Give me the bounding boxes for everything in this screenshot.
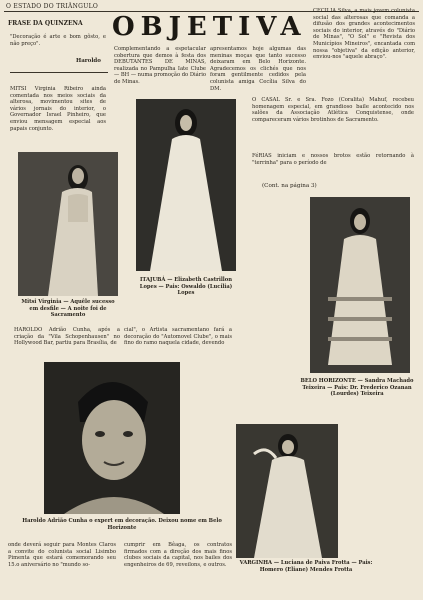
photo-itajuba	[136, 99, 236, 271]
mitsi-text: MITSI Virginia Ribeiro ainda comentada nos meios sociais da alterosa, movimentou sites de vários jornais do interior, o Governador Israel Pinheiro, que enviou mensagem especial aos papais conjunto.	[10, 86, 106, 132]
photo-haroldo	[44, 362, 180, 514]
bottom-text-2: cumprir em Bêaga, os contratos firmados com a direção dos mais finos clubes sociais da capital, nos bailes dos engenheiros de 69, reveilons, e outros.	[124, 542, 232, 568]
masthead: O ESTADO DO TRIÂNGULO	[6, 3, 99, 10]
cecilia-text: CECILIA Silva, a mais jovem colunista social das alterosas que comanda a difusão dos grandes acontecimentos sociais do interior, através do "Diário de Minas", "O Sol" e "Revista dos Municípios Mineiros", encantada com nossa "objetiva" da edição anterior, enviou-nos "aquele abraço".	[313, 8, 415, 61]
haroldo-text: HAROLDO Adrião Cunha, após a criação da "Vila Schopenhausen" no Hollywood Bar, partiu para Brasília, de	[14, 327, 120, 347]
caption-haroldo: Haroldo Adrião Cunha o expert em decoração. Deixou nome em Belo Horizonte	[22, 518, 222, 531]
haroldo-text-2: cial", o Artista sacramentano fará a decoração do "Automovel Clube", o mais fino do ramo naquela cidade, devendo	[124, 327, 232, 347]
ferias-text: FéRIAS iniciam e nossos brotos estão retornando à "terrinha" para o período de	[252, 153, 414, 166]
photo-varginha	[236, 424, 338, 558]
page-title: OBJETIVA	[112, 12, 307, 42]
caption-mitsi: Mitsi Virginia — Aquêle sucesso em desfile — A noite foi de Sacramento	[21, 299, 115, 319]
frase-rule	[10, 72, 108, 73]
frase-quote: "Decoração é arte e bom gôsto, e não preço".	[10, 34, 106, 47]
continued-note: (Cont. na página 3)	[262, 183, 317, 189]
photo-bh-figure	[310, 197, 410, 373]
caption-belo-horizonte: BELO HORIZONTE — Sandra Machado Teixeira — Pais: Dr. Frederico Ozanan (Lourdes) Teixeira	[300, 378, 414, 398]
frase-author: Haroldo	[76, 58, 101, 64]
photo-mitsi-figure	[18, 152, 118, 296]
frase-heading: FRASE DA QUINZENA	[8, 20, 83, 27]
intro-text-2: apresentamos hoje algumas das meninas moças que tanto sucesso deixaram em Belo Horizonte. Agradecemos os clichés que nos foram gentilmente cedidos pela colunista amiga Cecília Silva do DM.	[210, 46, 306, 92]
bottom-text-1: onde deverá seguir para Montes Claros a convite do colunista social Lisimbo Pimenta que estará comemorando seu 15.o aniversário no "mundo so-	[8, 542, 116, 568]
caption-varginha: VARGINHA — Luciana de Paiva Frotta — Pais: Homero (Eliane) Mendes Frotta	[239, 560, 373, 573]
photo-haroldo-portrait	[44, 362, 180, 514]
photo-belo-horizonte	[310, 197, 410, 373]
casal-text: O CASAL Sr. e Sra. Fozo (Coralita) Mahuf, recebeu homenagem especial, em grandioso baile acontecido nos salões da Associação Atlética Conquistense, onde compareceram vários brotinhos de Sacramento.	[252, 97, 414, 123]
caption-itajuba: ITAJUBÁ — Elizabeth Castrillon Lopes — Pais: Oswaldo (Lucilia) Lopes	[139, 277, 233, 297]
intro-text: Complementando a espetacular cobertura que demos à festa dos DEBUTANTES DE MINAS, realizada no Pampulha Iate Clube — BH — numa promoção do Diário de Minas.	[114, 46, 207, 85]
photo-itajuba-figure	[136, 99, 236, 271]
photo-mitsi	[18, 152, 118, 296]
photo-varginha-figure	[236, 424, 338, 558]
